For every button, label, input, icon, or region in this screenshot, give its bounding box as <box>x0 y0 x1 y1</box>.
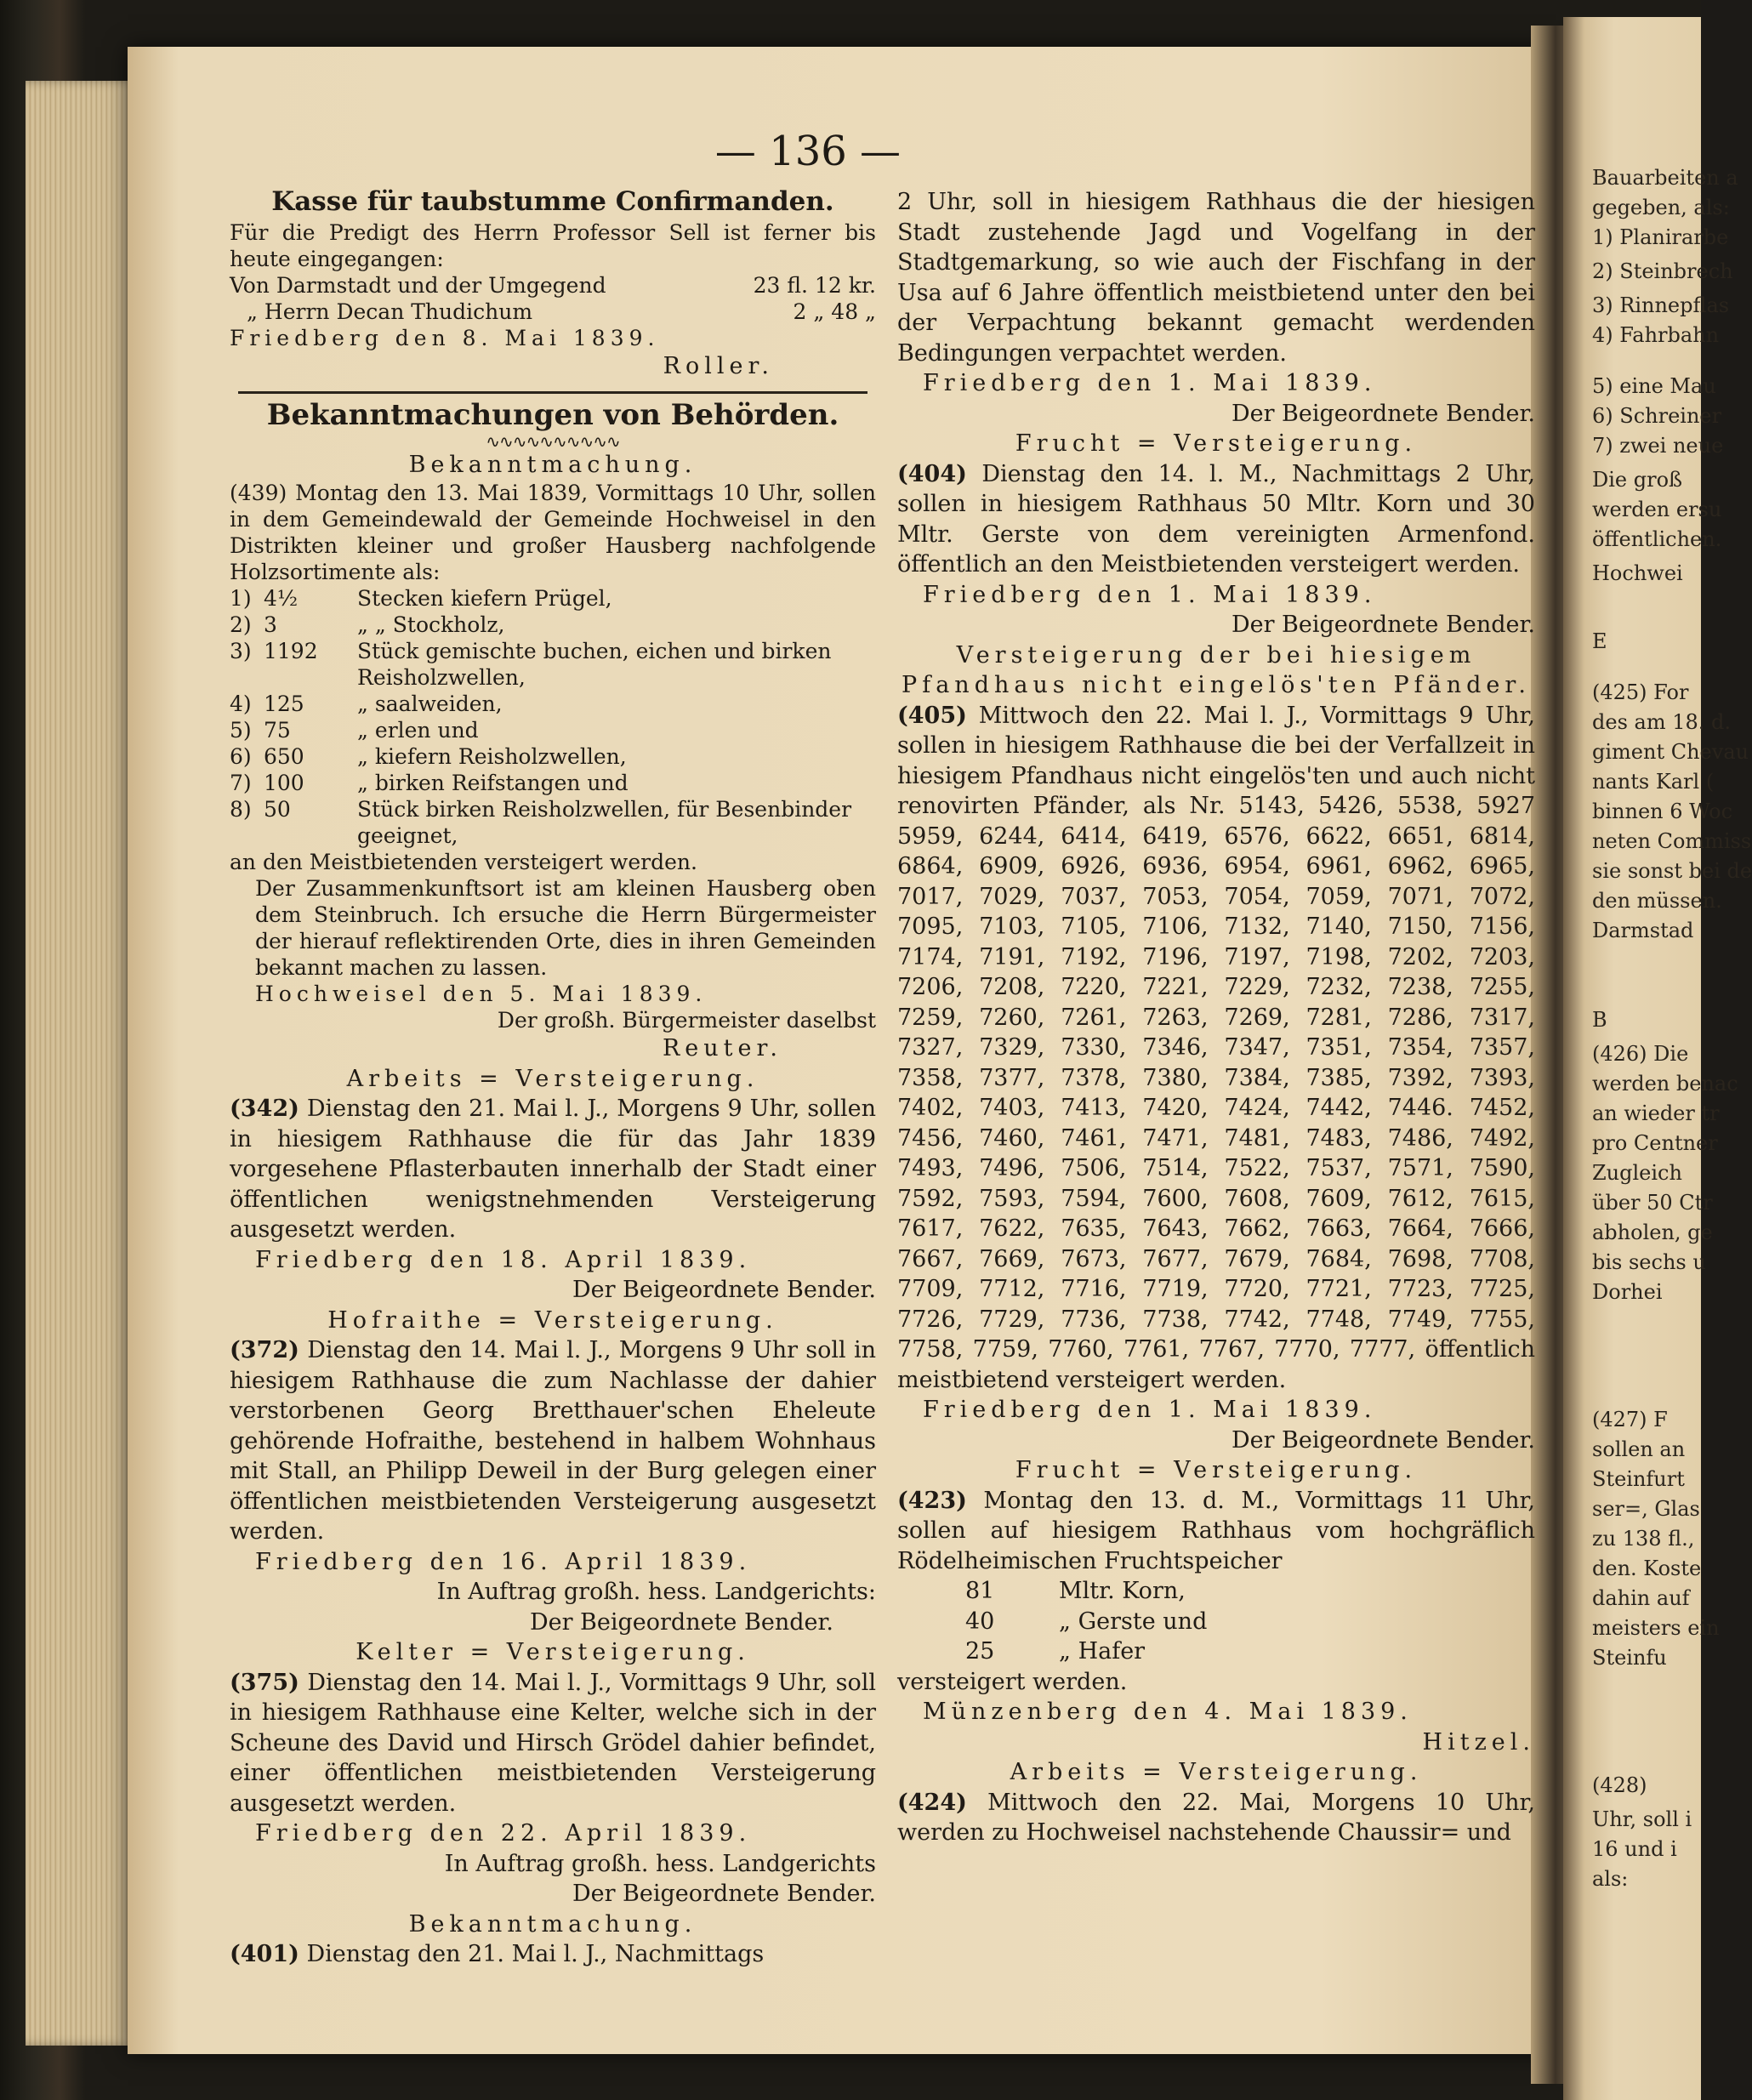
kasse-line-1 <box>230 272 876 299</box>
next-page-line: (427) F <box>1592 1408 1668 1431</box>
next-page-line: (428) <box>1592 1773 1647 1797</box>
kasse-title: Kasse für taubstumme Confirmanden. <box>271 186 834 217</box>
kasse-line-2-label: „ Herrn Decan Thudichum <box>247 299 533 324</box>
next-page-line: abholen, ge <box>1592 1221 1713 1244</box>
next-page-line: pro Centner <box>1592 1131 1718 1155</box>
arb1-text: Dienstag den 21. Mai l. J., Morgens 9 Uhr, sollen in hiesigem Rathhause die für das Jahr 1839 vorgesehene Pflasterbauten innerhalb der Stadt einer öffentlichen wenigstnehmenden Versteigerung ausgesetzt werden. <box>230 1096 876 1243</box>
kasse-signer: Roller. <box>663 352 774 379</box>
bek1-item <box>230 691 876 717</box>
hof-lot: (372) <box>230 1337 299 1363</box>
bek1-item-quantity: 1192 <box>264 639 318 663</box>
arb2-title: Arbeits = Versteigerung. <box>1010 1759 1423 1785</box>
fr2-lot: (423) <box>897 1487 967 1514</box>
next-page-line: Steinfurt <box>1592 1467 1685 1491</box>
fr2-item <box>965 1607 1535 1637</box>
bek1-text2: Der Zusammenkunftsort ist am kleinen Hausberg oben dem Steinbruch. Ich ersuche die Herrn Bürgermeister der hierauf reflektirenden Orte, dies in ihren Gemeinden bekannt machen zu lassen. <box>255 876 876 980</box>
bek1-item <box>230 796 876 849</box>
bek2-lot: (401) <box>230 1941 299 1967</box>
hof-place: Friedberg den 16. April 1839. <box>255 1548 752 1575</box>
bek1-item-quantity: 50 <box>264 797 291 822</box>
next-page-line: Die groß <box>1592 468 1683 492</box>
next-page-line: 1) Planirarbe <box>1592 225 1729 249</box>
cont-signer: Der Beigeordnete Bender. <box>1231 400 1535 427</box>
bek1-item-number: 3) <box>230 639 252 663</box>
bek1-item <box>230 743 876 770</box>
bek1-item-quantity: 3 <box>264 612 277 637</box>
fr1-place: Friedberg den 1. Mai 1839. <box>923 581 1377 608</box>
kel-text: Dienstag den 14. Mai l. J., Vormittags 9 Uhr, soll in hiesigem Rathhause eine Kelter, welche sich in der Scheune des David und Hirsch Grödel dahier befindet, einer öffentlichen meistbietenden Versteigerung ausgesetzt werden. <box>230 1669 876 1817</box>
next-page-line: den. Koste <box>1592 1557 1702 1580</box>
bek2-title: Bekanntmachung. <box>408 1910 697 1938</box>
next-page-line: gegeben, als: <box>1592 196 1730 219</box>
bek1-item-quantity: 75 <box>264 718 291 743</box>
bek1-item-quantity: 100 <box>264 771 304 795</box>
next-page-line: Uhr, soll i <box>1592 1807 1692 1831</box>
next-page-line: dahin auf <box>1592 1586 1690 1610</box>
fr2-item-text: Mltr. Korn, <box>1059 1578 1186 1604</box>
bek1-text: (439) Montag den 13. Mai 1839, Vormittags 10 Uhr, sollen in dem Gemeindewald der Gemeinde Hochweisel in den Distrikten kleiner und großer Hausberg nachfolgende Holzsortimente als: <box>230 481 876 584</box>
pf-signer: Der Beigeordnete Bender. <box>1231 1426 1535 1454</box>
ornament: ∿∿∿∿∿∿∿∿∿∿ <box>486 430 620 452</box>
next-page-line: 7) zwei neue <box>1592 434 1724 458</box>
left-column <box>230 187 876 1970</box>
bek1-signer-1: Der großh. Bürgermeister daselbst <box>497 1008 876 1033</box>
hof-signer-2: Der Beigeordnete Bender. <box>529 1608 833 1636</box>
next-page-line: öffentlichen. <box>1592 527 1722 551</box>
next-page-line: nants Karl ( <box>1592 770 1715 794</box>
arb1-signer: Der Beigeordnete Bender. <box>572 1277 876 1303</box>
fr2-after: versteigert werden. <box>897 1668 1128 1695</box>
section-title: Bekanntmachungen von Behörden. <box>266 398 839 432</box>
fr1-text: Dienstag den 14. l. M., Nachmittags 2 Uhr, sollen in hiesigem Rathhaus 50 Mltr. Korn und 30 Mltr. Gerste von dem vereinigten Armenfond. öffentlich an den Meistbietenden versteigert werden. <box>897 460 1535 578</box>
bek1-items <box>230 585 876 849</box>
bek1-item <box>230 717 876 743</box>
fr2-items <box>897 1576 1535 1667</box>
kel-signer-2: Der Beigeordnete Bender. <box>572 1881 876 1907</box>
fr2-item-quantity: 40 <box>965 1608 995 1635</box>
next-page-line: (426) Die <box>1592 1042 1689 1066</box>
bek1-item-number: 2) <box>230 612 252 637</box>
next-page-line: sie sonst bei de <box>1592 859 1752 883</box>
pf-title: Versteigerung der bei hiesigem Pfandhaus nicht eingelös'ten Pfänder. <box>902 641 1531 698</box>
fr2-title: Frucht = Versteigerung. <box>1015 1457 1418 1483</box>
bek1-item-quantity: 650 <box>264 744 304 769</box>
fr1-signer: Der Beigeordnete Bender. <box>1231 612 1535 638</box>
bek1-signer-2: Reuter. <box>662 1035 782 1061</box>
next-page-line: 3) Rinnepflas <box>1592 293 1730 317</box>
next-page-line: E <box>1592 629 1607 653</box>
next-page-line: 16 und i <box>1592 1837 1677 1861</box>
bek1-item-number: 8) <box>230 797 252 822</box>
bek1-item-text: Stück gemischte buchen, eichen und birken Reisholzwellen, <box>357 639 832 690</box>
bek1-item-number: 5) <box>230 718 252 743</box>
hof-signer-1: In Auftrag großh. hess. Landgerichts: <box>436 1579 876 1605</box>
bek1-item-text: „ erlen und <box>357 718 479 743</box>
book-fore-edge <box>26 81 136 2046</box>
bek1-title: Bekanntmachung. <box>408 451 697 478</box>
pf-place: Friedberg den 1. Mai 1839. <box>923 1397 1377 1423</box>
arb1-place: Friedberg den 18. April 1839. <box>255 1246 752 1273</box>
bek1-item-text: „ birken Reifstangen und <box>357 771 629 795</box>
bek1-after: an den Meistbietenden versteigert werden. <box>230 850 697 874</box>
bek1-item-text: Stecken kiefern Prügel, <box>357 586 612 611</box>
next-page-line: Zugleich <box>1592 1161 1682 1185</box>
fr2-item-text: „ Hafer <box>1059 1638 1146 1665</box>
next-page-line: binnen 6 Woc <box>1592 800 1733 823</box>
next-page-line: ser=, Glas <box>1592 1497 1700 1521</box>
fr2-item-quantity: 81 <box>965 1578 995 1604</box>
next-page-line: über 50 Ctr <box>1592 1191 1713 1215</box>
next-page-line: B <box>1592 1008 1607 1032</box>
bek1-item-quantity: 125 <box>264 691 304 716</box>
next-page-line: zu 138 fl., <box>1592 1527 1695 1551</box>
arb2-text: Mittwoch den 22. Mai, Morgens 10 Uhr, werden zu Hochweisel nachstehende Chaussir= und <box>897 1789 1535 1846</box>
kasse-place: Friedberg den 8. Mai 1839. <box>230 325 660 350</box>
kasse-line-1-amount: 23 fl. 12 kr. <box>753 272 876 298</box>
bek1-item <box>230 638 876 691</box>
bek1-item-number: 4) <box>230 691 252 716</box>
next-page-line: neten Commiss <box>1592 829 1752 853</box>
next-page-line: Steinfu <box>1592 1646 1667 1670</box>
cont-place: Friedberg den 1. Mai 1839. <box>923 370 1377 396</box>
next-page-line: 5) eine Mau <box>1592 374 1716 398</box>
kasse-line-2 <box>230 299 876 325</box>
kasse-line-1-label: Von Darmstadt und der Umgegend <box>230 272 606 298</box>
fr2-item <box>965 1636 1535 1667</box>
next-page-line: meisters ein <box>1592 1616 1720 1640</box>
kel-title: Kelter = Versteigerung. <box>356 1639 750 1665</box>
bek1-item-text: „ kiefern Reisholzwellen, <box>357 744 627 769</box>
kasse-line-2-amount: 2 „ 48 „ <box>793 299 876 324</box>
next-page-line: 6) Schreiner <box>1592 404 1722 428</box>
next-page-line: 2) Steinbrech <box>1592 259 1733 283</box>
arb1-lot: (342) <box>230 1096 299 1122</box>
next-page-line: des am 18. d. <box>1592 710 1731 734</box>
cont-text: 2 Uhr, soll in hiesigem Rathhaus die der hiesigen Stadt zustehende Jagd und Vogelfang in der Stadtgemarkung, so wie auch der Fischfang in der Usa auf 6 Jahre öffentlich meistbietend unter den bei der Verpachtung bekannt gemacht werdenden Bedingungen verpachtet werden. <box>897 189 1535 367</box>
hof-text: Dienstag den 14. Mai l. J., Morgens 9 Uhr soll in hiesigem Rathhause die zum Nachlasse der dahier verstorbenen Georg Bretthauer'schen Eheleute gehörende Hofraithe, bestehend in halbem Wohnhaus mit Stall, an Philipp Deweil in der Burg gelegen einer öffentlichen meistbietenden Versteigerung ausgesetzt werden. <box>230 1337 876 1545</box>
kel-lot: (375) <box>230 1669 299 1696</box>
bek1-item <box>230 585 876 612</box>
bek1-item <box>230 612 876 638</box>
hof-title: Hofraithe = Versteigerung. <box>327 1306 778 1334</box>
arb1-title: Arbeits = Versteigerung. <box>346 1065 759 1092</box>
next-page-line: an wieder tr <box>1592 1101 1720 1125</box>
next-page-line: giment Chevau <box>1592 740 1749 764</box>
next-page-line: werden ersu <box>1592 498 1722 521</box>
fr2-item-text: „ Gerste und <box>1059 1608 1208 1635</box>
fr2-signer: Hitzel. <box>1422 1728 1535 1756</box>
next-page-line: als: <box>1592 1867 1629 1891</box>
next-page-line: Dorhei <box>1592 1280 1663 1304</box>
next-page-line: (425) For <box>1592 680 1689 704</box>
next-page-line: werden benac <box>1592 1072 1738 1096</box>
next-page-line: Bauarbeiten a <box>1592 166 1738 190</box>
fr2-item <box>965 1576 1535 1607</box>
fr2-item-quantity: 25 <box>965 1638 995 1665</box>
fr2-place: Münzenberg den 4. Mai 1839. <box>923 1699 1413 1725</box>
fr2-text: Montag den 13. d. M., Vormittags 11 Uhr, sollen auf hiesigem Rathhaus vom hochgräflich Rödelheimischen Fruchtspeicher <box>897 1487 1535 1574</box>
fr1-lot: (404) <box>897 460 967 487</box>
bek1-item-number: 1) <box>230 586 252 611</box>
bek1-item-number: 7) <box>230 771 252 795</box>
arb2-lot: (424) <box>897 1789 967 1816</box>
fr1-title: Frucht = Versteigerung. <box>1015 430 1418 457</box>
bek1-item-text: Stück birken Reisholzwellen, für Besenbinder geeignet, <box>357 797 852 848</box>
next-page-line: Hochwei <box>1592 561 1683 585</box>
kasse-intro: Für die Predigt des Herrn Professor Sell ist ferner bis heute eingegangen: <box>230 219 876 271</box>
next-page-line: bis sechs u <box>1592 1250 1706 1274</box>
kel-place: Friedberg den 22. April 1839. <box>255 1820 752 1847</box>
next-page-line: Darmstad <box>1592 919 1694 942</box>
pf-text: Mittwoch den 22. Mai l. J., Vormittags 9 Uhr, sollen in hiesigem Rathhause die bei der Verfallzeit in hiesigem Pfandhaus nicht eingelös'ten und auch nicht renovirten Pfänder, als Nr. 5143, 5426, 5538, 5927 5959, 6244, 6414, 6419, 6576, 6622, 6651, 6814, 6864, 6909, 6926, 6936, 6954, 6961, 6962, 6965, 7017, 7029, 7037, 7053, 7054, 7059, 7071, 7072, 7095, 7103, 7105, 7106, 7132, 7140, 7150, 7156, 7174, 7191, 7192, 7196, 7197, 7198, 7202, 7203, 7206, 7208, 7220, 7221, 7229, 7232, 7238, 7255, 7259, 7260, 7261, 7263, 7269, 7281, 7286, 7317, 7327, 7329, 7330, 7346, 7347, 7351, 7354, 7357, 7358, 7377, 7378, 7380, 7384, 7385, 7392, 7393, 7402, 7403, 7413, 7420, 7424, 7442, 7446. 7452, 7456, 7460, 7461, 7471, 7481, 7483, 7486, 7492, 7493, 7496, 7506, 7514, 7522, 7537, 7571, 7590, 7592, 7593, 7594, 7600, 7608, 7609, 7612, 7615, 7617, 7622, 7635, 7643, 7662, 7663, 7664, 7666, 7667, 7669, 7673, 7677, 7679, 7684, 7698, 7708, 7709, 7712, 7716, 7719, 7720, 7721, 7723, 7725, 7726, 7729, 7736, 7738, 7742, 7748, 7749, 7755, 7758, 7759, 7760, 7761, 7767, 7770, 7777, öffentlich meistbietend versteigert werden. <box>897 702 1535 1393</box>
pf-lot: (405) <box>897 702 967 729</box>
bek1-item-number: 6) <box>230 744 252 769</box>
right-column <box>897 187 1535 1848</box>
next-page-line: den müssen. <box>1592 889 1722 913</box>
bek1-item-quantity: 4½ <box>264 586 299 611</box>
next-page-line: sollen an <box>1592 1437 1686 1461</box>
bek1-place: Hochweisel den 5. Mai 1839. <box>255 982 708 1006</box>
next-page-line: 4) Fahrbahn <box>1592 323 1720 347</box>
kel-signer-1: In Auftrag großh. hess. Landgerichts <box>444 1850 876 1877</box>
section-rule <box>238 391 867 394</box>
bek2-text: Dienstag den 21. Mai l. J., Nachmittags <box>306 1941 765 1967</box>
bek1-item-text: „ „ Stockholz, <box>357 612 505 637</box>
page-number: — 136 — <box>714 128 902 175</box>
bek1-item-text: „ saalweiden, <box>357 691 503 716</box>
bek1-item <box>230 770 876 796</box>
